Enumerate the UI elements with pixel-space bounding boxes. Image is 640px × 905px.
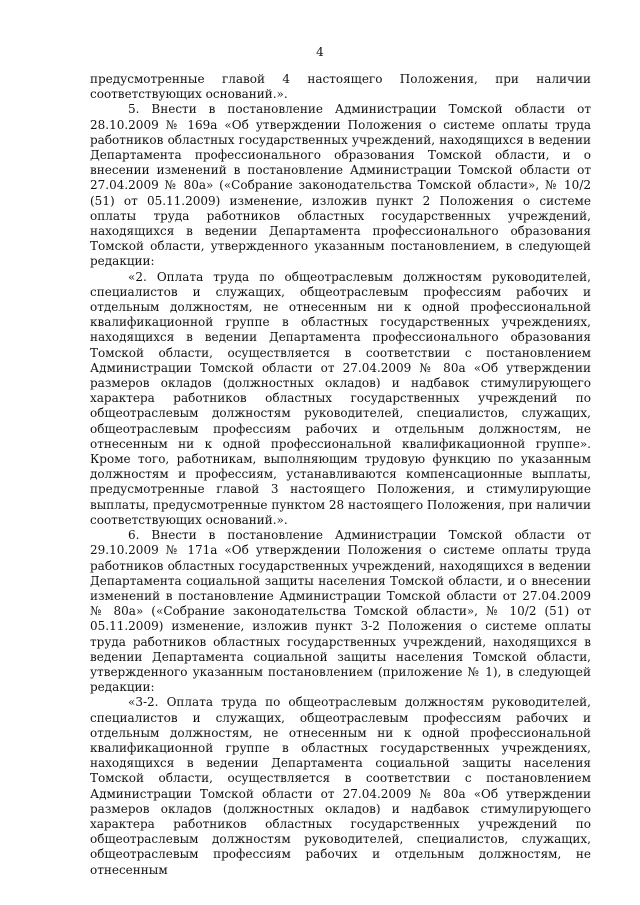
page-number: 4 [316, 45, 324, 59]
document-body [90, 72, 591, 878]
paragraph-item-6: 6. Внести в постановление Администрации Томской области от 29.10.2009 № 171а «Об утверждении Положения о системе оплаты труда работников областных государственных учреждений, находящихся в ведении Департамента социальной защиты населения Томской области, и о внесении изменений в постановление Администрации Томской области от 27.04.2009 № 80а» («Собрание законодательства Томской области», № 10/2 (51) от 05.11.2009) изменение, изложив пункт 3-2 Положения о системе оплаты труда работников областных государственных учреждений, находящихся в ведении Департамента социальной защиты населения Томской области, утвержденного указанным постановлением (приложение № 1), в следующей редакции: [90, 528, 591, 695]
paragraph-quote-item-2: «2. Оплата труда по общеотраслевым должностям руководителей, специалистов и служащих, общеотраслевым профессиям рабочих и отдельным должностям, не отнесенным ни к одной профессиональной квалификационной группе в областных государственных учреждениях, находящихся в ведении Департамента профессионального образования Томской области, осуществляется в соответствии с постановлением Администрации Томской области от 27.04.2009 № 80а «Об утверждении размеров окладов (должностных окладов) и надбавок стимулирующего характера работников областных государственных учреждений по общеотраслевым должностям руководителей, специалистов, служащих, общеотраслевым профессиям рабочих и отдельным должностям, не отнесенным ни к одной профессиональной квалификационной группе». Кроме того, работникам, выполняющим трудовую функцию по указанным должностям и профессиям, устанавливаются компенсационные выплаты, предусмотренные главой 3 настоящего Положения, и стимулирующие выплаты, предусмотренные пунктом 28 настоящего Положения, при наличии соответствующих оснований.». [90, 269, 591, 527]
paragraph-continuation: предусмотренные главой 4 настоящего Положения, при наличии соответствующих оснований.». [90, 72, 591, 102]
paragraph-quote-item-3-2: «3-2. Оплата труда по общеотраслевым должностям руководителей, специалистов и служащих, общеотраслевым профессиям рабочих и отдельным должностям, не отнесенным ни к одной профессиональной квалификационной группе в областных государственных учреждениях, находящихся в ведении Департамента социальной защиты населения Томской области, осуществляется в соответствии с постановлением Администрации Томской области от 27.04.2009 № 80а «Об утверждении размеров окладов (должностных окладов) и надбавок стимулирующего характера работников областных государственных учреждений по общеотраслевым должностям руководителей, специалистов, служащих, общеотраслевым профессиям рабочих и отдельным должностям, не отнесенным [90, 695, 591, 877]
paragraph-item-5: 5. Внести в постановление Администрации Томской области от 28.10.2009 № 169а «Об утверждении Положения о системе оплаты труда работников областных государственных учреждений, находящихся в ведении Департамента профессионального образования Томской области, и о внесении изменений в постановление Администрации Томской области от 27.04.2009 № 80а» («Собрание законодательства Томской области», № 10/2 (51) от 05.11.2009) изменение, изложив пункт 2 Положения о системе оплаты труда работников областных государственных учреждений, находящихся в ведении Департамента профессионального образования Томской области, утвержденного указанным постановлением, в следующей редакции: [90, 102, 591, 269]
